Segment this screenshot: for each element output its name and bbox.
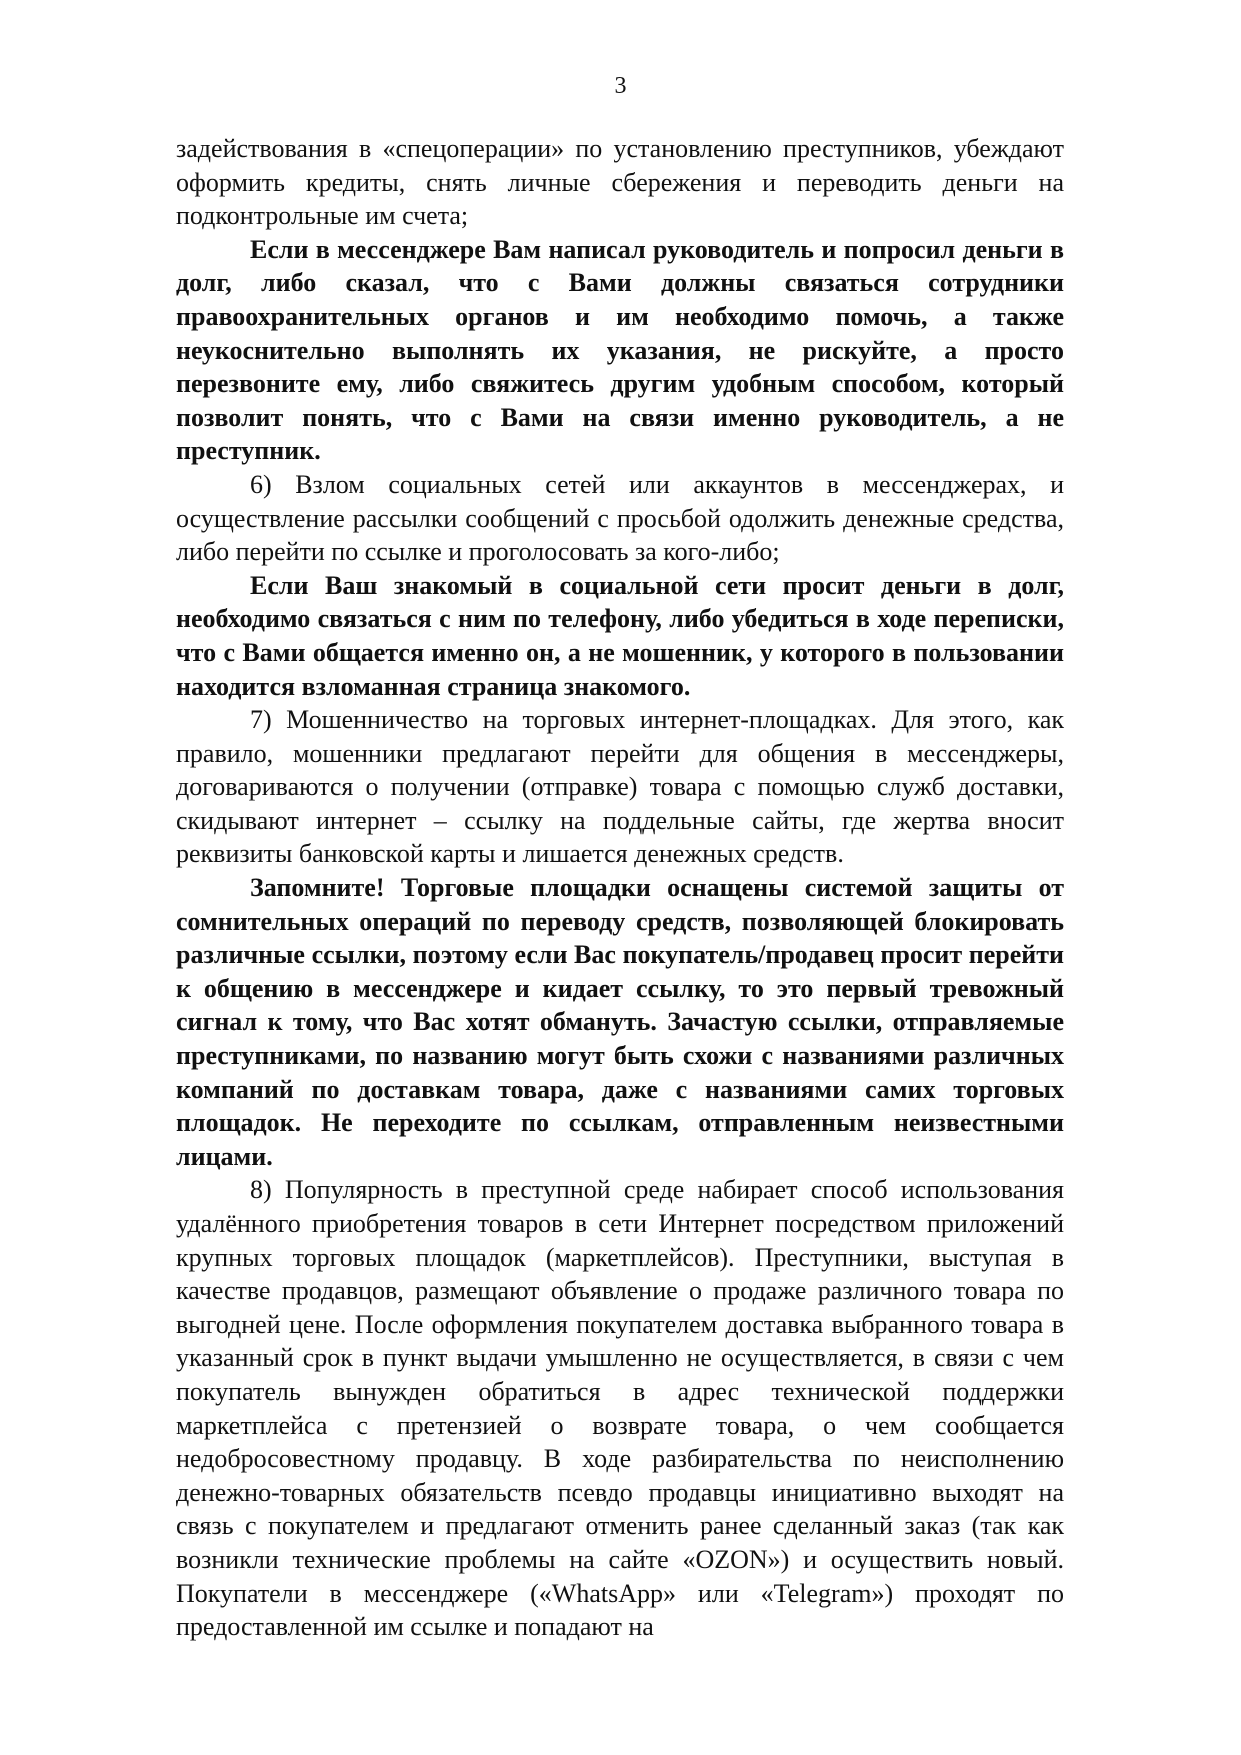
document-body — [176, 132, 1064, 1644]
page-number: 3 — [614, 73, 627, 99]
paragraph-item-8: 8) Популярность в преступной среде набирает способ использования удалённого приобретения товаров в сети Интернет посредством приложений крупных торговых площадок (маркетплейсов). Преступники, выступая в качестве продавцов, размещают объявление о продаже различного товара по выгодней цене. После оформления покупателем доставка выбранного товара в указанный срок в пункт выдачи умышленно не осуществляется, в связи с чем покупатель вынужден обратиться в адрес технической поддержки маркетплейса с претензией о возврате товара, о чем сообщается недобросовестному продавцу. В ходе разбирательства по неисполнению денежно-товарных обязательств псевдо продавцы инициативно выходят на связь с покупателем и предлагают отменить ранее сделанный заказ (так как возникли технические проблемы на сайте «OZON») и осуществить новый. Покупатели в мессенджере («WhatsApp» или «Telegram») проходят по предоставленной им ссылке и попадают на — [176, 1175, 1064, 1642]
warning-paragraph-social-network: Если Ваш знакомый в социальной сети просит деньги в долг, необходимо связаться с ним по телефону, либо убедиться в ходе переписки, что с Вами общается именно он, а не мошенник, у которого в пользовании находится взломанная страница знакомого. — [176, 570, 1064, 701]
warning-paragraph-marketplaces: Запомните! Торговые площадки оснащены системой защиты от сомнительных операций по переводу средств, позволяющей блокировать различные ссылки, поэтому если Вас покупатель/продавец просит перейти к общению в мессенджере и кидает ссылку, то это первый тревожный сигнал к тому, что Вас хотят обмануть. Зачастую ссылки, отправляемые преступниками, по названию могут быть схожи с названиями различных компаний по доставкам товара, даже с названиями самих торговых площадок. Не переходите по ссылкам, отправленным неизвестными лицами. — [176, 873, 1064, 1171]
paragraph-continuation: задействования в «спецоперации» по установлению преступников, убеждают оформить кредиты, снять личные сбережения и переводить деньги на подконтрольные им счета; — [176, 134, 1064, 231]
paragraph-item-7: 7) Мошенничество на торговых интернет-площадках. Для этого, как правило, мошенники предлагают перейти для общения в мессенджеры, договариваются о получении (отправке) товара с помощью служб доставки, скидывают интернет – ссылку на поддельные сайты, где жертва вносит реквизиты банковской карты и лишается денежных средств. — [176, 705, 1064, 869]
paragraph-item-6: 6) Взлом социальных сетей или аккаунтов в мессенджерах, и осуществление рассылки сообщений с просьбой одолжить денежные средства, либо перейти по ссылке и проголосовать за кого-либо; — [176, 469, 1064, 567]
warning-paragraph-manager: Если в мессенджере Вам написал руководитель и попросил деньги в долг, либо сказал, что с Вами должны связаться сотрудники правоохранительных органов и им необходимо помочь, а также неукоснительно выполнять их указания, не рискуйте, а просто перезвоните ему, либо свяжитесь другим удобным способом, который позволит понять, что с Вами на связи именно руководитель, а не преступник. — [176, 234, 1064, 466]
